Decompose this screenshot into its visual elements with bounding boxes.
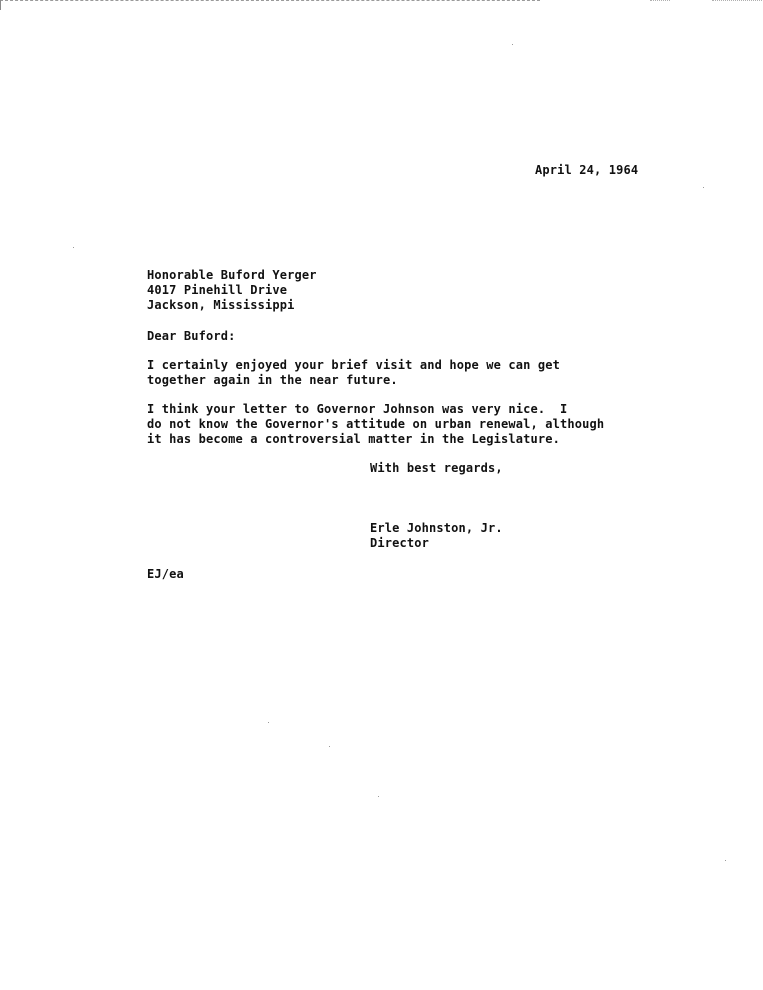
paragraph-1-line-1: I certainly enjoyed your brief visit and hope we can get (147, 358, 560, 372)
recipient-name: Honorable Buford Yerger (147, 268, 317, 282)
paragraph-2-line-3: it has become a controversial matter in the Legislature. (147, 432, 560, 446)
letter-date: April 24, 1964 (535, 163, 639, 177)
scan-top-edge-mark (650, 0, 670, 1)
closing: With best regards, (370, 461, 503, 475)
scan-speck (378, 796, 379, 797)
recipient-city: Jackson, Mississippi (147, 298, 295, 312)
scan-speck (73, 247, 74, 248)
reference-initials: EJ/ea (147, 567, 184, 581)
recipient-street: 4017 Pinehill Drive (147, 283, 288, 297)
scan-top-edge-mark (712, 0, 762, 1)
signer-name: Erle Johnston, Jr. (370, 521, 503, 535)
scan-speck (268, 722, 269, 723)
scan-top-edge (0, 0, 540, 1)
scan-speck (512, 44, 513, 45)
salutation: Dear Buford: (147, 329, 236, 343)
scan-speck (329, 746, 330, 747)
scan-corner-mark (0, 0, 5, 10)
paragraph-2-line-1: I think your letter to Governor Johnson was very nice. I (147, 402, 568, 416)
scan-speck (725, 860, 726, 861)
paragraph-2-line-2: do not know the Governor's attitude on urban renewal, although (147, 417, 605, 431)
scan-speck (703, 187, 704, 188)
signer-title: Director (370, 536, 429, 550)
paragraph-1-line-2: together again in the near future. (147, 373, 398, 387)
